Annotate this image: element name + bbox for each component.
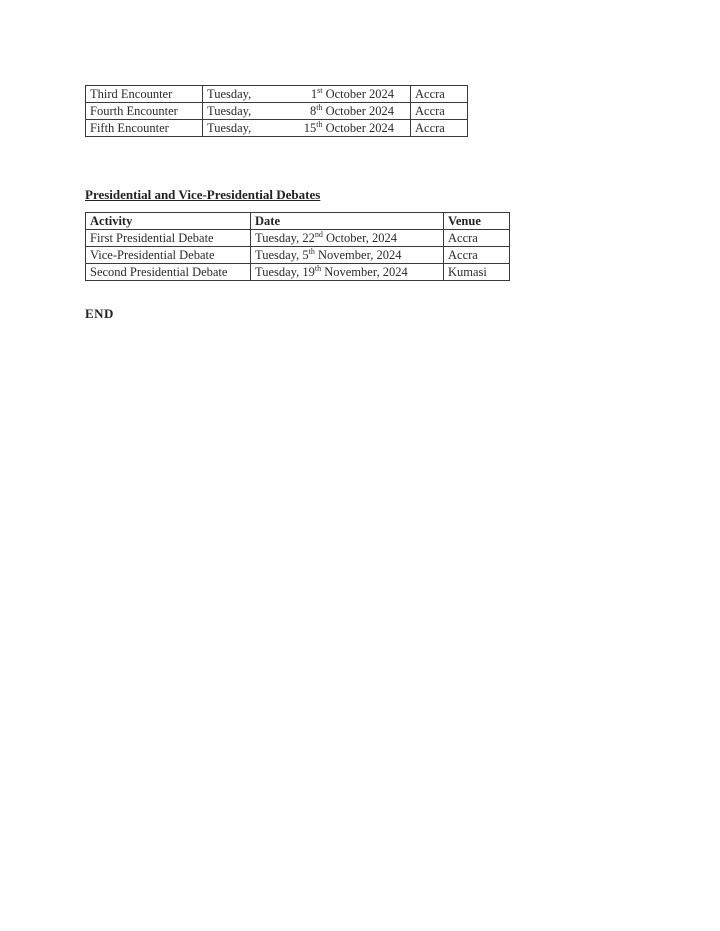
encounters-table: [85, 85, 468, 137]
ordinal-suffix: th: [314, 263, 322, 273]
debates-table: [85, 212, 510, 281]
activity-cell: Vice-Presidential Debate: [86, 247, 251, 264]
date-value: 15th October 2024: [303, 119, 394, 135]
date-cell: [203, 103, 411, 120]
venue-cell: Accra: [444, 230, 510, 247]
table-row: [86, 103, 468, 120]
activity-cell: Fourth Encounter: [86, 103, 203, 120]
table-row: [86, 120, 468, 137]
date-cell: Tuesday, 22nd October, 2024: [251, 230, 444, 247]
venue-cell: Kumasi: [444, 264, 510, 281]
table-row: [86, 86, 468, 103]
venue-cell: Accra: [411, 120, 468, 137]
venue-cell: Accra: [411, 86, 468, 103]
table-header-row: [86, 213, 510, 230]
date-value: 8th October 2024: [310, 102, 394, 118]
date-cell: [203, 120, 411, 137]
table-row: [86, 264, 510, 281]
venue-header: Venue: [444, 213, 510, 230]
date-cell: [203, 86, 411, 103]
section-heading: Presidential and Vice-Presidential Debates: [85, 187, 321, 202]
day-label: Tuesday,: [207, 120, 252, 135]
activity-cell: Second Presidential Debate: [86, 264, 251, 281]
table-row: [86, 230, 510, 247]
date-value: 1st October 2024: [310, 85, 394, 101]
ordinal-suffix: th: [308, 246, 315, 256]
date-header: Date: [251, 213, 444, 230]
end-marker: END: [85, 306, 114, 321]
venue-cell: Accra: [411, 103, 468, 120]
ordinal-suffix: nd: [314, 229, 323, 239]
activity-cell: First Presidential Debate: [86, 230, 251, 247]
day-label: Tuesday,: [207, 103, 252, 118]
activity-cell: Fifth Encounter: [86, 120, 203, 137]
day-label: Tuesday,: [207, 86, 252, 101]
activity-header: Activity: [86, 213, 251, 230]
activity-cell: Third Encounter: [86, 86, 203, 103]
ordinal-suffix: th: [316, 119, 323, 129]
table-row: [86, 247, 510, 264]
date-cell: Tuesday, 5th November, 2024: [251, 247, 444, 264]
venue-cell: Accra: [444, 247, 510, 264]
ordinal-suffix: st: [317, 85, 323, 95]
ordinal-suffix: th: [316, 102, 323, 112]
date-cell: Tuesday, 19th November, 2024: [251, 264, 444, 281]
